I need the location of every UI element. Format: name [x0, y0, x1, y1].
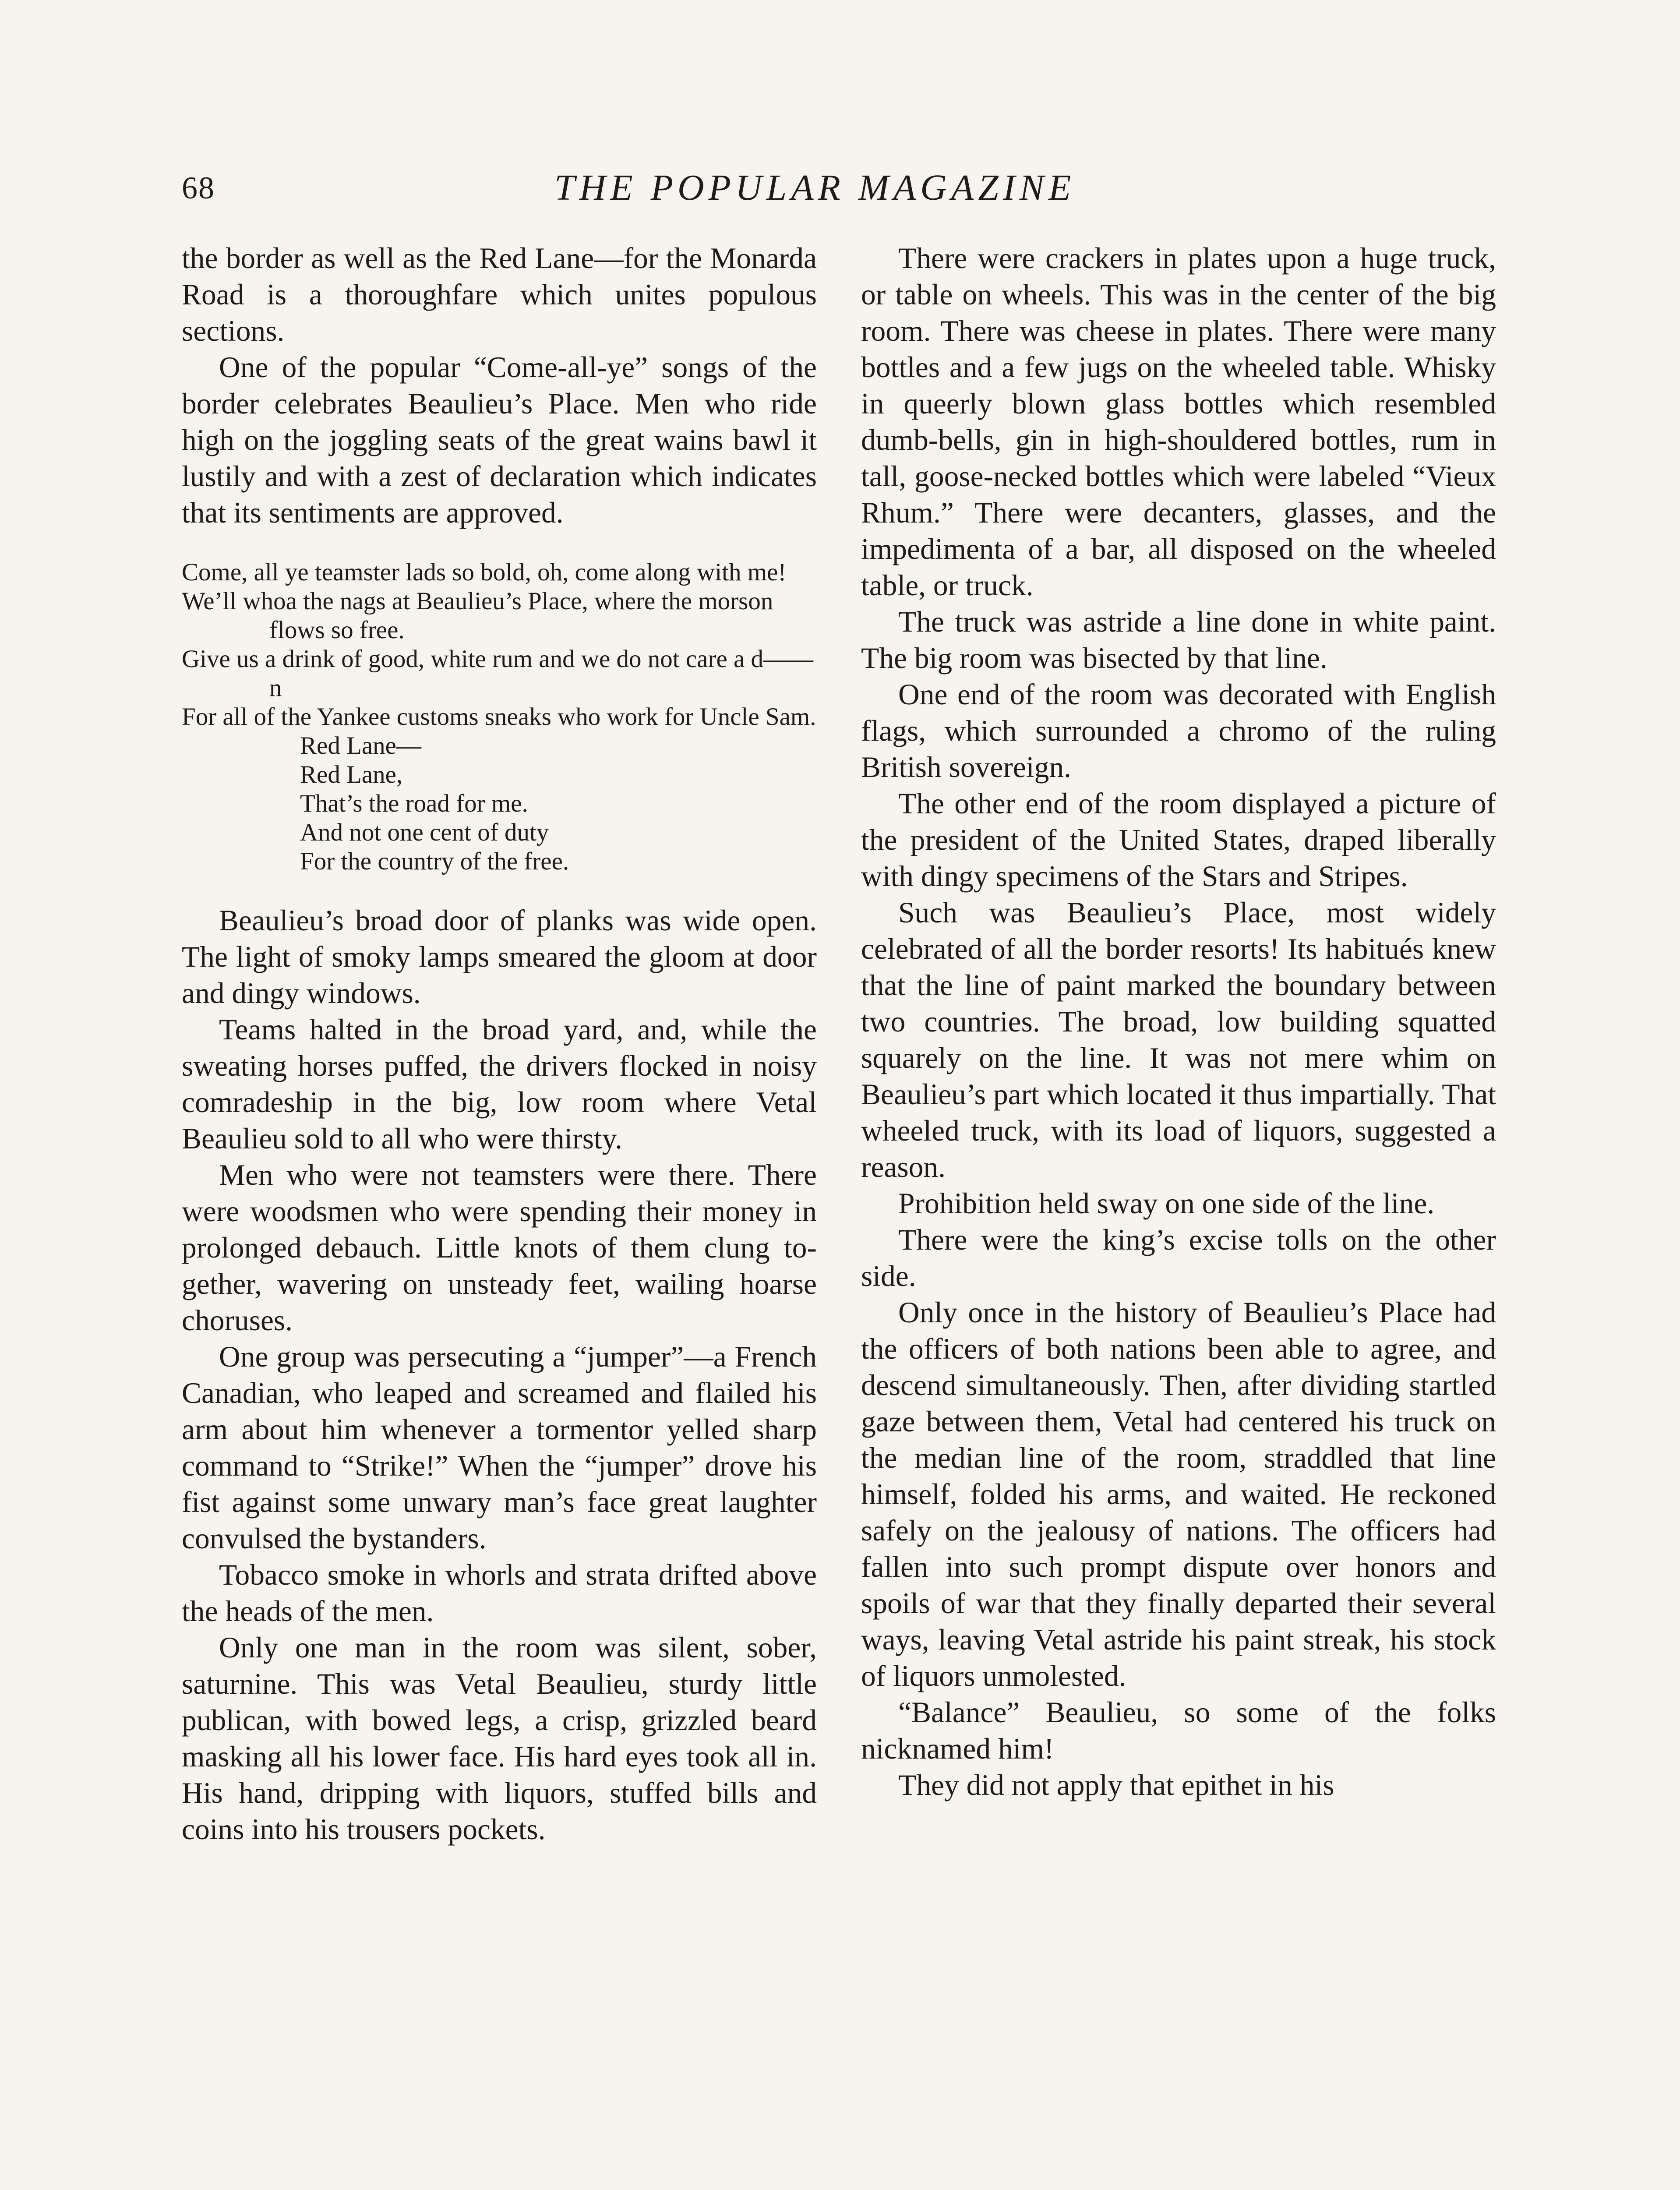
chorus-line: Red Lane,	[300, 761, 403, 788]
paragraph: Such was Beaulieu’s Place, most widely celebrated of all the border resorts! Its habitués knew that the line of paint marked the boundary between two countries. The broad, low building squatted squarely on the line. It was not mere whim on Beaulieu’s part which located it thus impartially. That wheeled truck, with its load of liquors, suggested a reason.	[861, 896, 1496, 1183]
paragraph: One of the popular “Come-all-ye” songs of the border celebrates Beaulieu’s Place. Men who ride high on the joggling seats of the great wains bawl it lustily and with a zest of declaration which indicates that its sentiments are approved.	[182, 351, 817, 529]
paragraph: Tobacco smoke in whorls and strata drifted above the heads of the men.	[182, 1558, 817, 1628]
chorus-line: That’s the road for me.	[300, 790, 528, 817]
paragraph: The other end of the room displayed a picture of the president of the United States, draped liberally with dingy specimens of the Stars and Stripes.	[861, 787, 1496, 893]
left-column	[182, 240, 817, 1847]
paragraph: Only once in the history of Beaulieu’s Place had the officers of both nations been able to agree, and descend simultaneously. Then, after dividing startled gaze between them, Vetal had centered his truck on the median line of the room, straddled that line himself, folded his arms, and waited. He reckoned safely on the jealousy of nations. The officers had fallen into such prompt dispute over honors and spoils of war that they finally departed their several ways, leaving Vetal astride his paint streak, his stock of liquors unmolested.	[861, 1296, 1496, 1692]
paragraph: Prohibition held sway on one side of the line.	[898, 1187, 1435, 1220]
paragraph: Teams halted in the broad yard, and, while the sweating horses puffed, the drivers flocked in noisy comradeship in the big, low room where Vetal Beaulieu sold to all who were thirsty.	[182, 1013, 817, 1155]
page-number: 68	[182, 170, 215, 205]
verse-line: Give us a drink of good, white rum and we do not care a d——n	[182, 645, 814, 702]
paragraph: One group was persecuting a “jumper”—a French Canadian, who leaped and screamed and flailed his arm about him whenever a tormentor yelled sharp command to “Strike!” When the “jumper” drove his fist against some unwary man’s face great laughter convulsed the bystanders.	[182, 1340, 817, 1555]
paragraph: One end of the room was decorated with English flags, which surrounded a chromo of the ruling British sovereign.	[861, 678, 1496, 784]
paragraph: They did not apply that epithet in his	[898, 1769, 1334, 1801]
paragraph: “Balance” Beaulieu, so some of the folks nicknamed him!	[861, 1696, 1496, 1765]
paragraph: the border as well as the Red Lane—for the Monarda Road is a thoroughfare which unites populous sections.	[182, 242, 817, 347]
chorus-line: For the country of the free.	[300, 848, 569, 875]
chorus-line: And not one cent of duty	[300, 819, 549, 846]
paragraph: Only one man in the room was silent, sober, saturnine. This was Vetal Beaulieu, sturdy little publican, with bowed legs, a crisp, grizzled beard masking all his lower face. His hard eyes took all in. His hand, dripping with liquors, stuffed bills and coins into his trousers pockets.	[182, 1631, 817, 1846]
song-verse	[182, 558, 817, 876]
paragraph: There were the king’s excise tolls on the other side.	[861, 1223, 1496, 1293]
chorus-line: Red Lane—	[300, 732, 421, 759]
paragraph: There were crackers in plates upon a huge truck, or table on wheels. This was in the center of the big room. There was cheese in plates. There were many bottles and a few jugs on the wheeled table. Whisky in queerly blown glass bottles which resembled dumb-bells, gin in high-shouldered bottles, rum in tall, goose-necked bottles which were labeled “Vieux Rhum.” There were decanters, glasses, and the impedimenta of a bar, all disposed on the wheeled table, or truck.	[861, 242, 1496, 602]
paragraph: Men who were not teamsters were there. There were woodsmen who were spending their money in prolonged debauch. Little knots of them clung together, wavering on unsteady feet, wailing hoarse choruses.	[182, 1159, 817, 1337]
verse-line: For all of the Yankee customs sneaks who work for Uncle Sam.	[182, 703, 816, 731]
verse-line: We’ll whoa the nags at Beaulieu’s Place, where the morson flows so free.	[182, 587, 773, 644]
paragraph: The truck was astride a line done in white paint. The big room was bisected by that line.	[861, 605, 1496, 675]
right-column	[861, 240, 1496, 1803]
verse-line: Come, all ye teamster lads so bold, oh, come along with me!	[182, 558, 787, 586]
running-head: THE POPULAR MAGAZINE	[554, 167, 1076, 208]
paragraph: Beaulieu’s broad door of planks was wide open. The light of smoky lamps smeared the gloom at door and dingy windows.	[182, 904, 817, 1010]
